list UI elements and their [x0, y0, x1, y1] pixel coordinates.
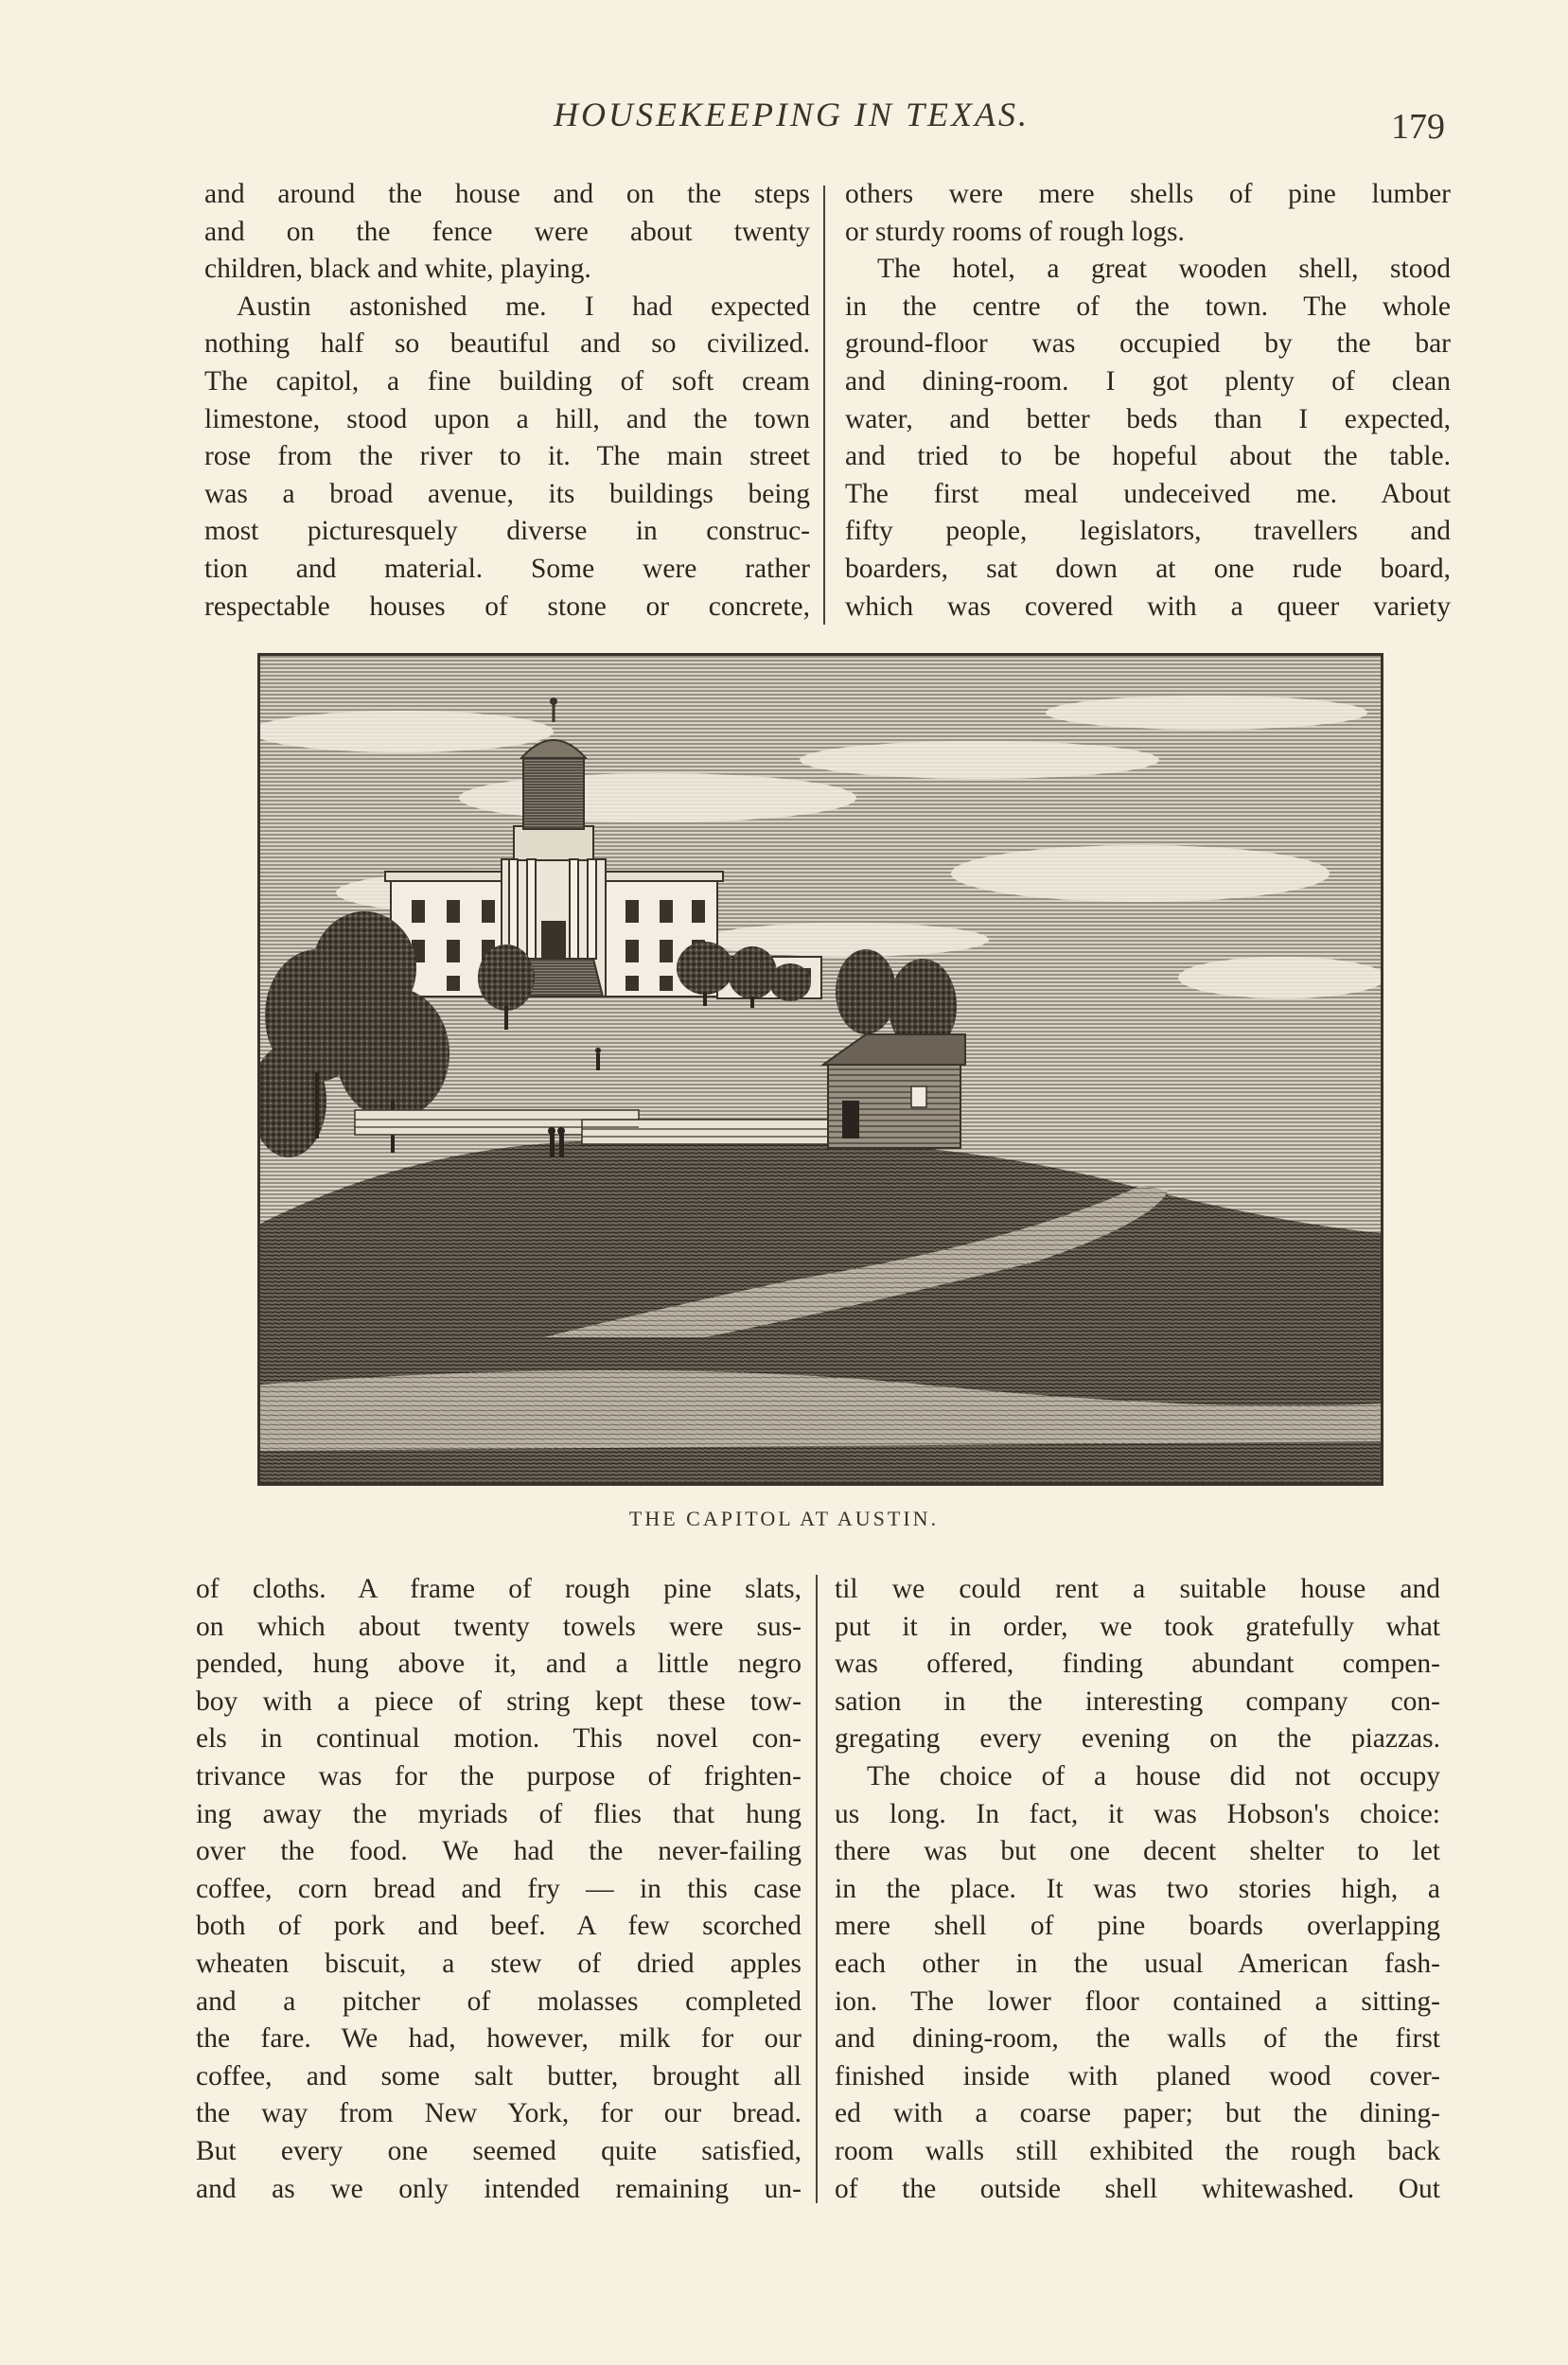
text-line: put it in order, we took gratefully what: [835, 1611, 1440, 1642]
text-line: wheaten biscuit, a stew of dried apples: [196, 1948, 802, 1979]
text-line: of cloths. A frame of rough pine slats,: [196, 1574, 802, 1604]
text-line: in the place. It was two stories high, a: [835, 1873, 1440, 1904]
text-line: on which about twenty towels were sus-: [196, 1611, 802, 1642]
text-line: which was covered with a queer variety: [845, 591, 1451, 622]
text-line: there was but one decent shelter to let: [835, 1836, 1440, 1867]
small-house: [823, 1034, 965, 1148]
text-line: in the centre of the town. The whole: [845, 291, 1451, 322]
text-line: rose from the river to it. The main street: [204, 441, 810, 472]
text-line: But every one seemed quite satisfied,: [196, 2135, 802, 2166]
running-title: HOUSEKEEPING IN TEXAS.: [554, 96, 1030, 133]
text-line: trivance was for the purpose of frighten-: [196, 1760, 802, 1791]
text-line: els in continual motion. This novel con-: [196, 1723, 802, 1755]
column-rule: [816, 1575, 818, 2203]
bottom-right-column: [835, 1571, 1440, 2208]
text-line: ed with a coarse paper; but the dining-: [835, 2098, 1440, 2129]
text-line: til we could rent a suitable house and: [835, 1574, 1440, 1604]
text-line: or sturdy rooms of rough logs.: [845, 216, 1185, 247]
text-line: room walls still exhibited the rough back: [835, 2135, 1440, 2166]
text-line: ing away the myriads of flies that hung: [196, 1798, 802, 1829]
text-line: and tried to be hopeful about the table.: [845, 441, 1451, 472]
text-line: us long. In fact, it was Hobson's choice:: [835, 1798, 1440, 1829]
column-rule: [823, 185, 825, 625]
text-line: coffee, corn bread and fry — in this case: [196, 1873, 802, 1904]
text-line: nothing half so beautiful and so civilized.: [204, 328, 810, 360]
text-line: finished inside with planed wood cover-: [835, 2060, 1440, 2091]
text-line: gregating every evening on the piazzas.: [835, 1723, 1440, 1755]
text-line: each other in the usual American fash-: [835, 1948, 1440, 1979]
text-line: ion. The lower floor contained a sitting-: [835, 1986, 1440, 2017]
text-line: The first meal undeceived me. About: [845, 478, 1451, 509]
text-line: mere shell of pine boards overlapping: [835, 1911, 1440, 1942]
top-right-column: [845, 176, 1451, 626]
text-line: The capitol, a fine building of soft cream: [204, 365, 810, 397]
text-line: respectable houses of stone or concrete,: [204, 591, 810, 622]
text-line: others were mere shells of pine lumber: [845, 179, 1451, 209]
text-line: The hotel, a great wooden shell, stood: [877, 254, 1451, 285]
text-line: and a pitcher of molasses completed: [196, 1986, 802, 2017]
text-line: ground-floor was occupied by the bar: [845, 328, 1451, 360]
text-line: of the outside shell whitewashed. Out: [835, 2173, 1440, 2204]
text-line: the way from New York, for our bread.: [196, 2098, 802, 2129]
text-line: and dining-room. I got plenty of clean: [845, 365, 1451, 397]
figure-caption: THE CAPITOL AT AUSTIN.: [628, 1507, 940, 1530]
text-line: limestone, stood upon a hill, and the town: [204, 403, 810, 434]
text-line: boarders, sat down at one rude board,: [845, 553, 1451, 584]
text-line: was a broad avenue, its buildings being: [204, 478, 810, 509]
text-line: both of pork and beef. A few scorched: [196, 1911, 802, 1942]
text-line: water, and better beds than I expected,: [845, 403, 1451, 434]
text-line: was offered, finding abundant compen-: [835, 1649, 1440, 1680]
page-number: 179: [1391, 107, 1445, 147]
text-line: tion and material. Some were rather: [204, 553, 810, 584]
text-line: and around the house and on the steps: [204, 179, 810, 209]
text-line: children, black and white, playing.: [204, 254, 591, 285]
text-line: over the food. We had the never-failing: [196, 1836, 802, 1867]
text-line: pended, hung above it, and a little negro: [196, 1649, 802, 1680]
text-line: boy with a piece of string kept these tow-: [196, 1686, 802, 1717]
text-line: and on the fence were about twenty: [204, 216, 810, 247]
text-line: coffee, and some salt butter, brought all: [196, 2060, 802, 2091]
text-line: and as we only intended remaining un-: [196, 2173, 802, 2204]
top-left-column: [204, 176, 810, 626]
bottom-left-column: [196, 1571, 802, 2208]
capitol-engraving: [257, 653, 1383, 1486]
text-line: the fare. We had, however, milk for our: [196, 2023, 802, 2055]
text-line: and dining-room, the walls of the first: [835, 2023, 1440, 2055]
text-line: Austin astonished me. I had expected: [237, 291, 810, 322]
text-line: fifty people, legislators, travellers and: [845, 516, 1451, 547]
text-line: most picturesquely diverse in construc-: [204, 516, 810, 547]
text-line: The choice of a house did not occupy: [867, 1760, 1440, 1791]
text-line: sation in the interesting company con-: [835, 1686, 1440, 1717]
